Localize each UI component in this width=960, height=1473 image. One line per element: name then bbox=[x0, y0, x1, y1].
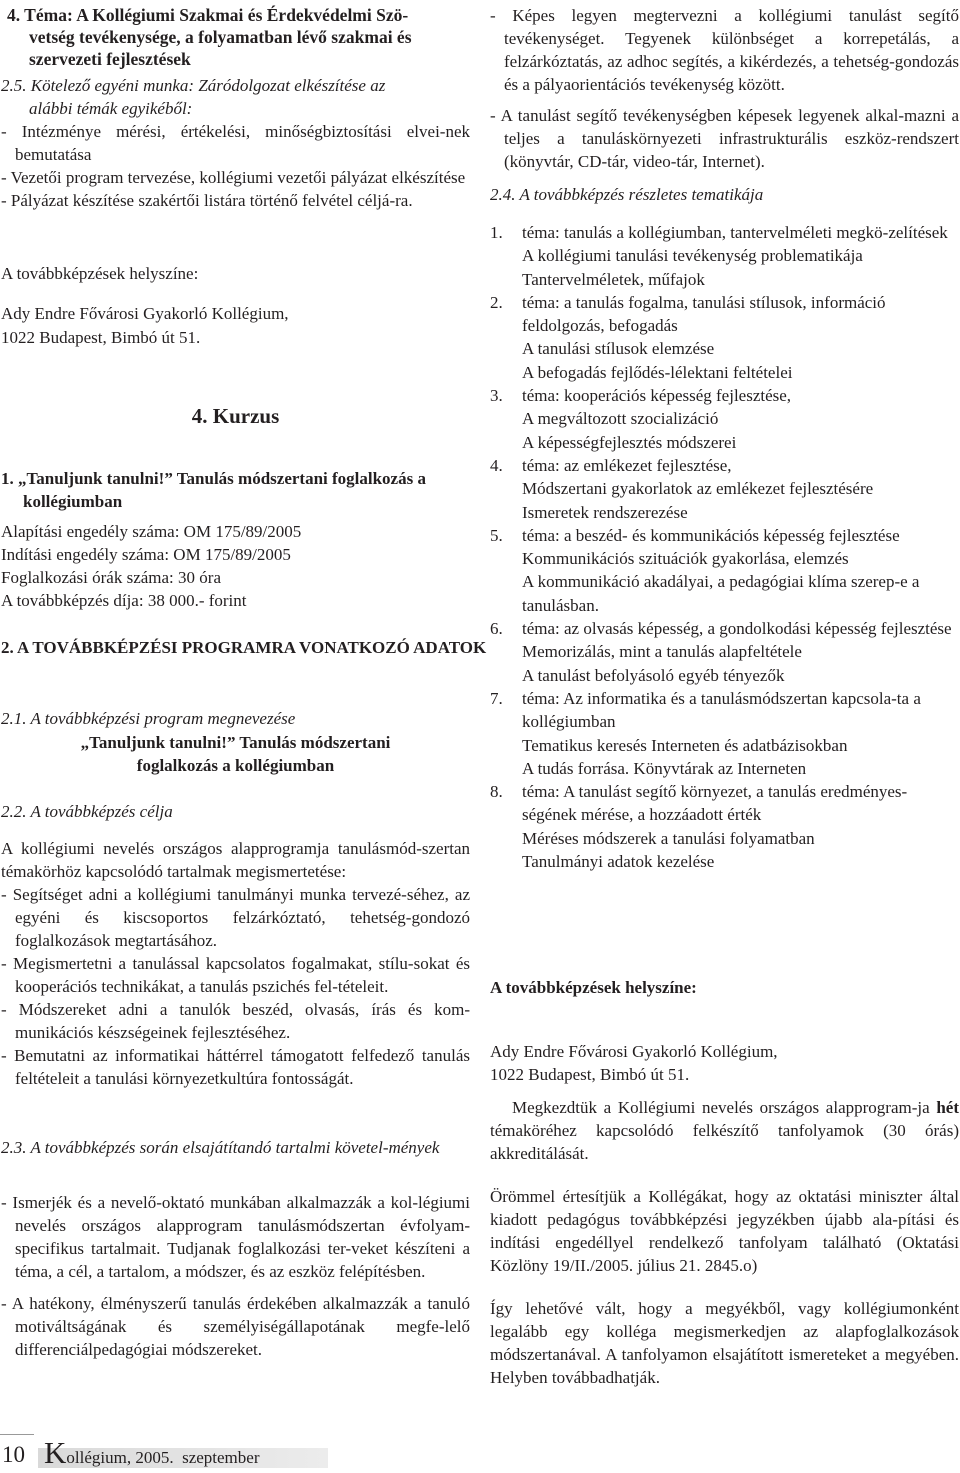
theme-subtopic: A befogadás fejlődés-lélektani feltételei bbox=[522, 362, 793, 382]
course-heading: 1. „Tanuljunk tanulni!” Tanulás módszertani foglalkozás a kollégiumban bbox=[1, 469, 426, 511]
section-2-1-label: 2.1. A továbbképzési program megnevezése bbox=[1, 709, 296, 728]
theme-item bbox=[490, 454, 959, 524]
theme-number: 5. bbox=[490, 525, 503, 545]
theme-subtopic: A kollégiumi tanulási tevékenység problematikája bbox=[522, 246, 863, 266]
venue-name: Ady Endre Fővárosi Gyakorló Kollégium, bbox=[1, 304, 289, 323]
right-venue-label: A továbbképzések helyszíne: bbox=[490, 978, 697, 997]
course-info-line: Foglalkozási órák száma: 30 óra bbox=[1, 568, 221, 587]
theme-number: 3. bbox=[490, 386, 503, 406]
section-2-2-label: 2.2. A továbbképzés célja bbox=[1, 802, 173, 821]
program-title-line-2: foglalkozás a kollégiumban bbox=[136, 756, 335, 775]
theme-number: 1. bbox=[490, 223, 503, 242]
theme-subtopic: Tantervelméletek, műfajok bbox=[522, 269, 705, 289]
theme-subtopic: Méréses módszerek a tanulási folyamatban bbox=[522, 828, 815, 848]
theme-title: téma: a beszéd- és kommunikációs képesség fejlesztése bbox=[522, 525, 900, 545]
goal-item: - Módszereket adni a tanulók beszéd, olvasás, írás és kom-munikációs készségeinek fejlesztéséhez. bbox=[1, 1000, 470, 1042]
announcement-paragraph: Örömmel értesítjük a Kollégákat, hogy az oktatási miniszter által kiadott pedagógus továbbképzési jegyzékben újabb ala-pítási és indítási engedéllyel rendelkező tanfolyam található (Oktatási Közlöny 19/II./2005. július 21. 2845.o) bbox=[490, 1187, 959, 1275]
theme-subtopic: Kommunikációs szituációk gyakorlása, elemzés bbox=[522, 549, 849, 569]
theme-heading bbox=[7, 4, 470, 70]
footer-brand-rest: ollégium, 2005. szeptember bbox=[66, 1448, 260, 1467]
course-title: 4. Kurzus bbox=[191, 404, 280, 428]
page-footer bbox=[0, 1422, 330, 1470]
section-2-3-label: 2.3. A továbbképzés során elsajátítandó tartalmi követel-mények bbox=[1, 1138, 440, 1157]
right-top-items bbox=[490, 4, 959, 173]
footer-publication bbox=[44, 1435, 260, 1473]
goal-item: - Megismertetni a tanulással kapcsolatos fogalmakat, stílu-sokat és kooperációs technikákat, a tanulás pszichés fel-tételeit. bbox=[1, 954, 470, 996]
goal-item: - A tanulást segítő tevékenységben képesek legyenek alkal-mazni a teljes a tanuláskörnyezeti infrastrukturális eszköz-rendszert (könyvtár, CD-tár, video-tár, Internet). bbox=[490, 106, 959, 171]
task-intro-line-2: alábbi témák egyikéből: bbox=[29, 99, 193, 118]
course-info-line: Alapítási engedély száma: OM 175/89/2005 bbox=[1, 522, 302, 541]
theme-item bbox=[490, 384, 959, 454]
theme-heading-line-3: szervezeti fejlesztések bbox=[29, 49, 191, 69]
goal-item: - Képes legyen megtervezni a kollégiumi tanulást segítő tevékenységet. Tegyenek különbséget a korrepetálás, a felzárkóztatás, az adhoc segítés, a kikérdezés, a tehetség-gondozás és a pályaorientációs tevékenység között. bbox=[490, 6, 959, 94]
requirements-block bbox=[1, 1191, 470, 1361]
goal-block bbox=[1, 837, 470, 1090]
section-2-heading: 2. A TOVÁBBKÉPZÉSI PROGRAMRA VONATKOZÓ ADATOK bbox=[1, 638, 487, 657]
theme-subtopic: A kommunikáció akadályai, a pedagógiai klíma szerep-e a tanulásban. bbox=[522, 572, 920, 615]
venue-address: 1022 Budapest, Bimbó út 51. bbox=[1, 328, 201, 347]
task-item: - Pályázat készítése szakértői listára történő felvétel céljá-ra. bbox=[1, 191, 413, 210]
theme-subtopic: Módszertani gyakorlatok az emlékezet fejlesztésére bbox=[522, 479, 874, 499]
theme-item bbox=[490, 617, 959, 687]
accreditation-paragraph bbox=[490, 1096, 959, 1165]
theme-subtopic: A tudás forrása. Könyvtárak az Interneten bbox=[522, 758, 807, 778]
theme-number: 8. bbox=[490, 782, 503, 802]
goal-item: - Bemutatni az informatikai háttérrel támogatott felfedező tanulás feltételeit a tanulási környezetkultúra fontosságát. bbox=[1, 1046, 470, 1088]
theme-list bbox=[490, 221, 959, 873]
task-item: - Intézménye mérési, értékelési, minőségbiztosítási elvei-nek bemutatása bbox=[1, 122, 470, 164]
theme-title: téma: az olvasás képesség, a gondolkodási képesség fejlesztése bbox=[522, 619, 952, 639]
theme-number: 6. bbox=[490, 619, 503, 639]
theme-title: téma: A tanulást segítő környezet, a tanulás eredményes-ségének mérése, a hozzáadott érték bbox=[522, 782, 908, 825]
goal-intro: A kollégiumi nevelés országos alapprogramja tanulásmód-szertan témakörhöz kapcsolódó tartalmak megismertetése: bbox=[1, 839, 470, 881]
theme-subtopic: Ismeretek rendszerezése bbox=[522, 502, 688, 522]
closing-paragraph: Így lehetővé vált, hogy a megyékből, vagy kollégiumonként legalább egy kolléga megismerkedjen az alapfoglalkozások módszertanával. A tanfolyamon elsajátított ismereteket a megyében. Helyben továbbadhatják. bbox=[490, 1299, 959, 1387]
theme-title: téma: az emlékezet fejlesztése, bbox=[522, 455, 732, 475]
theme-subtopic: Tematikus keresés Interneten és adatbázisokban bbox=[522, 735, 848, 755]
course-info-line: Indítási engedély száma: OM 175/89/2005 bbox=[1, 545, 291, 564]
footer-brand-initial: K bbox=[44, 1435, 67, 1470]
theme-item bbox=[490, 687, 959, 780]
task-item: - Vezetői program tervezése, kollégiumi vezetői pályázat elkészítése bbox=[1, 168, 466, 187]
theme-subtopic: Tanulmányi adatok kezelése bbox=[522, 852, 715, 872]
task-block bbox=[1, 74, 470, 212]
page-number: 10 bbox=[2, 1442, 25, 1467]
theme-number: 7. bbox=[490, 688, 503, 708]
requirement-item: - Ismerjék és a nevelő-oktató munkában alkalmazzák a kol-légiumi nevelés országos alapprogram tanulásmódszertan évfolyam-specifikus tartalmait. Tudjanak foglalkozási ter-veket készíteni a téma, a cél, a tartalom, a módszer, és az eszköz felépítésben. bbox=[1, 1193, 470, 1281]
theme-heading-line-1: 4. Téma: A Kollégiumi Szakmai és Érdekvédelmi Szö- bbox=[7, 5, 409, 25]
theme-subtopic: A képességfejlesztés módszerei bbox=[522, 432, 737, 452]
theme-number: 2. bbox=[490, 292, 503, 312]
requirement-item: - A hatékony, élményszerű tanulás érdekében alkalmazzák a tanuló motiváltságának és személyiségállapotának megfe-lelő differenciálpedagógiai módszereket. bbox=[1, 1294, 470, 1359]
right-venue-address: 1022 Budapest, Bimbó út 51. bbox=[490, 1065, 690, 1084]
course-info-line: A továbbképzés díja: 38 000.- forint bbox=[1, 591, 247, 610]
accreditation-text-post: témaköréhez kapcsolódó felkészítő tanfolyamok (30 órás) akkreditálását. bbox=[490, 1121, 959, 1163]
theme-item bbox=[490, 524, 959, 617]
theme-title: téma: tanulás a kollégiumban, tantervelméleti megkö-zelítések bbox=[522, 223, 948, 242]
theme-number: 4. bbox=[490, 455, 503, 475]
theme-item bbox=[490, 221, 959, 291]
theme-title: téma: Az informatika és a tanulásmódszertan kapcsola-ta a kollégiumban bbox=[522, 688, 921, 732]
accreditation-count: hét bbox=[936, 1098, 959, 1117]
theme-subtopic: A tanulást befolyásoló egyéb tényezők bbox=[522, 665, 785, 685]
footer-rule bbox=[0, 1434, 34, 1435]
theme-subtopic: A tanulási stílusok elemzése bbox=[522, 339, 715, 359]
theme-item bbox=[490, 291, 959, 384]
theme-subtopic: A megváltozott szocializáció bbox=[522, 409, 719, 429]
task-intro-line-1: 2.5. Kötelező egyéni munka: Záródolgozat elkészítése az bbox=[1, 76, 386, 95]
section-2-4-label: 2.4. A továbbképzés részletes tematikája bbox=[490, 185, 764, 204]
theme-heading-line-2: vetség tevékenysége, a folyamatban lévő szakmai és bbox=[29, 27, 412, 47]
right-venue-name: Ady Endre Fővárosi Gyakorló Kollégium, bbox=[490, 1042, 778, 1061]
venue-label: A továbbképzések helyszíne: bbox=[1, 264, 199, 283]
course-info bbox=[1, 520, 301, 612]
theme-subtopic: Memorizálás, mint a tanulás alapfeltétele bbox=[522, 642, 802, 662]
theme-title: téma: a tanulás fogalma, tanulási stílusok, információ feldolgozás, befogadás bbox=[522, 292, 886, 336]
goal-item: - Segítséget adni a kollégiumi tanulmányi munka tervezé-séhez, az egyéni és kiscsoportos felzárkóztató, tehetség-gondozó foglalkozások megtartásához. bbox=[1, 885, 470, 950]
program-title-line-1: „Tanuljunk tanulni!” Tanulás módszertani bbox=[80, 733, 391, 752]
theme-item bbox=[490, 780, 959, 873]
theme-title: téma: kooperációs képesség fejlesztése, bbox=[522, 386, 792, 406]
accreditation-text-pre: Megkezdtük a Kollégiumi nevelés országos alapprogram-ja bbox=[512, 1098, 937, 1117]
